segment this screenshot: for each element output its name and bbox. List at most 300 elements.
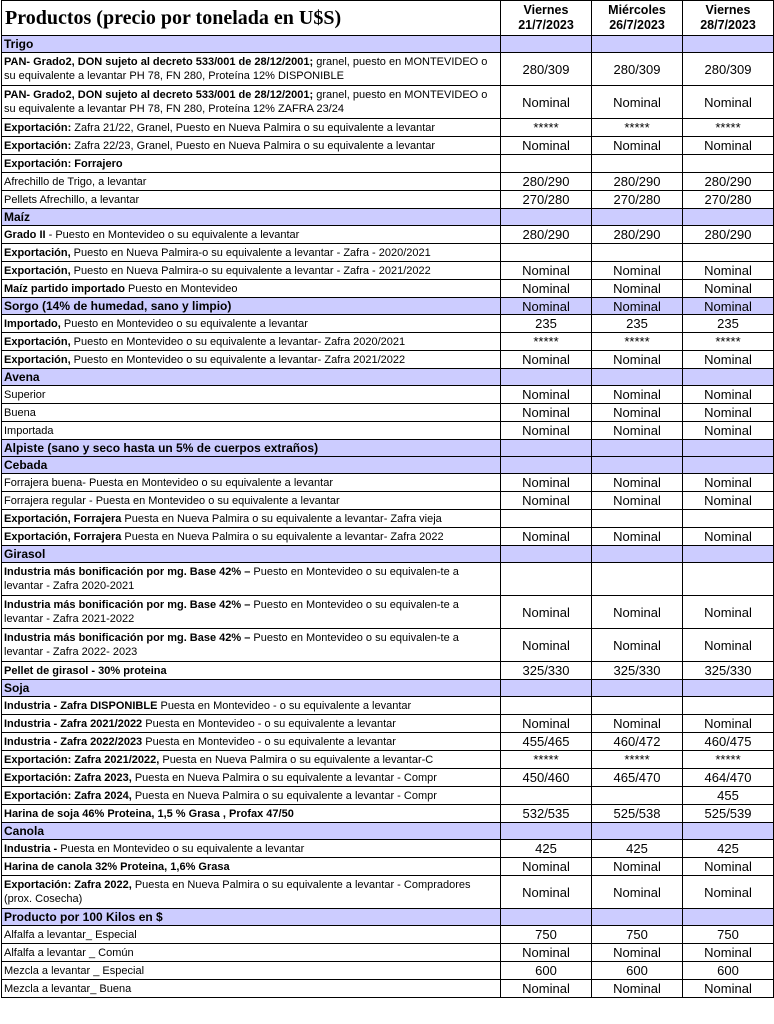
product-label-text: Zafra 22/23, Granel, Puesto en Nueva Palmira o su equivalente a levantar [71,139,436,152]
price-cell: Nominal [683,422,774,440]
product-label-bold: Exportación, [4,264,71,277]
product-row [2,86,774,119]
product-row [2,262,774,280]
product-label [2,944,501,962]
price-cell [683,440,774,457]
price-cell: 280/309 [501,53,592,86]
price-cell [683,563,774,596]
price-cell: Nominal [592,386,683,404]
product-label-bold: Harina de soja 46% Proteina, 1,5 % Grasa , Profax 47/50 [4,807,294,820]
price-cell: Nominal [592,596,683,629]
price-cell [592,36,683,53]
product-label-text: Superior [4,388,46,401]
product-label-bold: Maíz partido importado [4,282,125,295]
product-row [2,944,774,962]
price-cell: Nominal [592,492,683,510]
price-cell: Nominal [683,137,774,155]
product-label-text: Zafra 21/22, Granel, Puesto en Nueva Palmira o su equivalente a levantar [71,121,436,134]
price-cell: 460/475 [683,733,774,751]
price-cell [592,697,683,715]
product-label-text: Puesto en Nueva Palmira-o su equivalente a levantar - Zafra - 2020/2021 [70,246,431,259]
price-cell [501,36,592,53]
product-label-text: Puesto en Montevideo o su equivalen-te a levantar - Zafra 2020-2021 [4,566,459,592]
product-label-text: Puesta en Nueva Palmira o su equivalente a levantar- Zafra 2022 [121,530,444,543]
product-label [2,351,501,369]
product-row [2,787,774,805]
product-label [2,315,501,333]
product-label-bold: Harina de canola 32% Proteina, 1,6% Grasa [4,860,230,873]
price-cell: Nominal [501,422,592,440]
price-cell: ***** [592,333,683,351]
price-cell: ***** [683,333,774,351]
price-cell: 750 [592,926,683,944]
price-cell: Nominal [683,944,774,962]
section-label [2,209,501,226]
product-label-bold: Exportación: [4,139,72,152]
price-cell: Nominal [592,86,683,119]
section-label [2,440,501,457]
price-cell: 325/330 [683,662,774,680]
price-cell: 455 [683,787,774,805]
price-cell: 455/465 [501,733,592,751]
product-label-text: Puesta en Montevideo - o su equivalente a levantar [142,717,396,730]
date-header [501,1,592,36]
product-row [2,629,774,662]
product-label-bold: Soja [4,681,30,695]
product-label-bold: Industria - [4,842,58,855]
price-cell: Nominal [592,404,683,422]
product-label [2,629,501,662]
product-label-text: Forrajera buena- Puesta en Montevideo o su equivalente a levantar [4,476,333,489]
product-label-text: granel, puesto en MONTEVIDEO o su equivalente a levantar PH 78, FN 280, Proteína 12% ZAFRA 23/24 [4,89,488,115]
product-label-text: Puesta en Montevideo - o su equivalente a levantar [142,735,396,748]
product-label-text: Puesta en Nueva Palmira o su equivalente a levantar - Compr [131,789,437,802]
price-cell [683,697,774,715]
product-row [2,191,774,209]
section-row [2,680,774,697]
product-row [2,876,774,909]
price-cell [592,457,683,474]
price-cell: 280/290 [592,226,683,244]
price-cell: Nominal [501,298,592,315]
price-cell: 600 [592,962,683,980]
price-cell [501,680,592,697]
product-label-bold: Industria - Zafra DISPONIBLE [4,699,158,712]
price-cell: Nominal [683,386,774,404]
price-cell [501,209,592,226]
price-cell [683,36,774,53]
price-cell [592,546,683,563]
product-row [2,715,774,733]
price-cell [683,510,774,528]
product-label [2,86,501,119]
product-label-text: (sano y seco hasta un 5% de cuerpos extraños) [44,441,319,455]
product-row [2,805,774,823]
price-cell [501,510,592,528]
price-cell: Nominal [683,86,774,119]
price-cell: Nominal [501,858,592,876]
product-row [2,173,774,191]
product-label [2,733,501,751]
price-cell: 280/290 [683,226,774,244]
price-cell: 280/309 [683,53,774,86]
price-cell: Nominal [592,528,683,546]
price-cell: 280/290 [683,173,774,191]
price-cell: 280/290 [592,173,683,191]
product-row [2,137,774,155]
price-cell: Nominal [592,629,683,662]
day-label: Viernes [705,3,751,17]
product-label-bold: Alpiste [4,441,45,455]
product-row [2,351,774,369]
price-cell: Nominal [683,629,774,662]
product-label [2,596,501,629]
price-cell [592,244,683,262]
product-label-bold: Industria - Zafra 2022/2023 [4,735,143,748]
price-cell: Nominal [683,876,774,909]
product-label-bold: Industria más bonificación por mg. Base 42% – [4,632,251,644]
product-label-bold: Canola [4,824,45,838]
product-label-bold: Industria - Zafra 2021/2022 [4,717,143,730]
product-label-bold: Exportación, Forrajera [4,530,122,543]
section-row [2,457,774,474]
price-cell: Nominal [501,944,592,962]
product-label-bold: Trigo [4,37,34,51]
header-row [2,1,774,36]
price-cell: Nominal [501,351,592,369]
day-label: Miércoles [608,3,666,17]
product-label-text: Alfalfa a levantar_ Especial [4,928,137,941]
price-cell: 600 [501,962,592,980]
product-label [2,510,501,528]
product-row [2,769,774,787]
product-label [2,262,501,280]
product-label [2,422,501,440]
product-label [2,926,501,944]
product-row [2,751,774,769]
price-cell: 525/539 [683,805,774,823]
price-cell: 750 [683,926,774,944]
product-label [2,697,501,715]
section-row [2,909,774,926]
product-label [2,751,501,769]
product-label-text: Puesta en Montevideo - o su equivalente a levantar [157,699,412,712]
price-cell [683,823,774,840]
product-label-bold: Exportación: [4,121,72,134]
product-label-bold: Exportación: Zafra 2024, [4,789,132,802]
product-label [2,244,501,262]
price-cell [592,563,683,596]
product-row [2,315,774,333]
price-cell [683,909,774,926]
product-row [2,333,774,351]
product-row [2,528,774,546]
product-row [2,226,774,244]
price-cell [592,680,683,697]
section-row [2,209,774,226]
price-cell: 450/460 [501,769,592,787]
price-cell: ***** [501,333,592,351]
section-row [2,823,774,840]
day-label: Viernes [523,3,569,17]
price-cell: ***** [501,751,592,769]
price-cell: 464/470 [683,769,774,787]
price-cell [501,457,592,474]
price-cell [501,546,592,563]
product-label [2,173,501,191]
product-label [2,876,501,909]
price-cell: Nominal [592,715,683,733]
product-label-bold: Exportación, [4,246,71,259]
product-label [2,404,501,422]
price-table [1,0,774,998]
product-label-text: Buena [4,406,36,419]
price-cell: Nominal [501,262,592,280]
price-cell: 750 [501,926,592,944]
product-row [2,119,774,137]
price-cell: ***** [501,119,592,137]
product-label-bold: Exportación, [4,353,71,366]
product-label [2,386,501,404]
price-cell [683,209,774,226]
date-label: 26/7/2023 [609,18,665,32]
price-cell [592,155,683,173]
section-row [2,546,774,563]
product-label-text: Puesta en Nueva Palmira o su equivalente a levantar - Compr [131,771,437,784]
price-cell [683,244,774,262]
price-cell: ***** [592,119,683,137]
price-cell: Nominal [683,351,774,369]
price-cell [592,909,683,926]
product-label-text: Puesta en Nueva Palmira o su equivalente a levantar-C [159,753,434,766]
price-cell: 425 [592,840,683,858]
price-cell: ***** [592,751,683,769]
product-label-text: Mezcla a levantar_ Buena [4,982,132,995]
price-cell [501,697,592,715]
product-label [2,805,501,823]
price-cell: Nominal [501,596,592,629]
price-cell: Nominal [501,386,592,404]
price-cell: Nominal [501,492,592,510]
price-cell [592,440,683,457]
price-cell: ***** [683,119,774,137]
product-row [2,510,774,528]
product-label-bold: PAN- Grado2, DON sujeto al decreto 533/001 de 28/12/2001; [4,56,314,68]
product-label [2,787,501,805]
product-label [2,492,501,510]
product-row [2,244,774,262]
price-cell: Nominal [683,262,774,280]
product-label [2,715,501,733]
price-cell [683,546,774,563]
product-label-text: Mezcla a levantar _ Especial [4,964,145,977]
price-cell: Nominal [592,858,683,876]
price-cell: Nominal [683,596,774,629]
price-cell: Nominal [592,351,683,369]
product-label-bold: Exportación, Forrajera [4,512,122,525]
product-label-bold: PAN- Grado2, DON sujeto al decreto 533/001 de 28/12/2001; [4,89,314,101]
product-label-text: Puesto en Montevideo [125,282,238,295]
product-row [2,733,774,751]
price-cell: 280/290 [501,226,592,244]
section-label [2,680,501,697]
price-cell: Nominal [683,980,774,998]
price-cell: 465/470 [592,769,683,787]
price-cell: Nominal [683,298,774,315]
price-cell: Nominal [592,262,683,280]
section-label [2,36,501,53]
price-cell: 280/290 [501,173,592,191]
page-title: Productos (precio por tonelada en U$S) [2,1,501,36]
section-row [2,369,774,386]
section-label [2,546,501,563]
price-cell: Nominal [592,980,683,998]
product-label-bold: Exportación: Zafra 2021/2022, [4,753,160,766]
product-label [2,662,501,680]
product-label-text: Pellets Afrechillo, a levantar [4,193,140,206]
product-label [2,226,501,244]
price-cell [592,787,683,805]
product-label [2,333,501,351]
price-cell: 235 [592,315,683,333]
product-label-text: Alfalfa a levantar _ Común [4,946,134,959]
product-label-bold: Cebada [4,458,48,472]
price-cell: Nominal [592,137,683,155]
product-row [2,962,774,980]
product-row [2,563,774,596]
price-cell: Nominal [592,422,683,440]
product-label-text: Puesto en Montevideo o su equivalente a levantar- Zafra 2020/2021 [70,335,406,348]
section-label [2,823,501,840]
product-row [2,280,774,298]
price-cell: Nominal [592,944,683,962]
product-row [2,596,774,629]
product-row [2,492,774,510]
price-cell: Nominal [501,876,592,909]
product-row [2,858,774,876]
product-label-bold: Sorgo (14% de humedad, sano y limpio) [4,299,232,313]
date-header [592,1,683,36]
price-cell: 532/535 [501,805,592,823]
price-cell: 270/280 [592,191,683,209]
price-cell: 325/330 [501,662,592,680]
date-label: 28/7/2023 [700,18,756,32]
product-label [2,962,501,980]
product-row [2,926,774,944]
product-label-bold: Pellet de girasol - 30% proteina [4,664,167,677]
price-cell [683,457,774,474]
price-cell: 270/280 [683,191,774,209]
product-label-text: Puesto en Montevideo o su equivalente a levantar- Zafra 2021/2022 [70,353,406,366]
price-cell: Nominal [501,137,592,155]
product-label-text: - Puesto en Montevideo o su equivalente a levantar [45,228,300,241]
product-label [2,840,501,858]
price-cell: Nominal [683,715,774,733]
price-cell [592,369,683,386]
product-label-bold: Exportación: Zafra 2023, [4,771,132,784]
price-cell [501,823,592,840]
section-label [2,457,501,474]
date-label: 21/7/2023 [518,18,574,32]
product-label [2,53,501,86]
product-label-text: Puesta en Nueva Palmira o su equivalente a levantar - Compradores (prox. Cosecha) [4,879,471,905]
product-label-text: Afrechillo de Trigo, a levantar [4,175,147,188]
price-cell [683,369,774,386]
product-label [2,137,501,155]
section-row [2,440,774,457]
price-cell [592,823,683,840]
section-label [2,909,501,926]
product-label-bold: Producto por 100 Kilos en $ [4,910,163,924]
price-cell [501,369,592,386]
product-label-text: Puesta en Nueva Palmira o su equivalente a levantar- Zafra vieja [121,512,442,525]
price-cell: Nominal [501,528,592,546]
price-cell [501,909,592,926]
price-cell: Nominal [501,474,592,492]
price-cell [592,510,683,528]
product-label [2,528,501,546]
date-header [683,1,774,36]
product-label [2,563,501,596]
product-label-bold: Exportación, [4,335,71,348]
product-label-text: Puesta en Montevideo o su equivalente a levantar [57,842,305,855]
product-label-bold: Exportación: Forrajero [4,157,123,170]
price-cell [501,440,592,457]
product-label-bold: Girasol [4,547,46,561]
price-cell: Nominal [683,280,774,298]
product-label [2,769,501,787]
price-cell: Nominal [501,404,592,422]
product-label [2,980,501,998]
price-cell: 325/330 [592,662,683,680]
price-cell [592,209,683,226]
price-cell: 235 [501,315,592,333]
price-cell: ***** [683,751,774,769]
product-label [2,858,501,876]
price-table-body [2,1,774,998]
price-cell: 270/280 [501,191,592,209]
price-cell: Nominal [592,474,683,492]
product-row [2,422,774,440]
price-cell: Nominal [592,298,683,315]
product-label [2,474,501,492]
product-label-bold: Industria más bonificación por mg. Base 42% – [4,599,251,611]
price-cell: Nominal [683,858,774,876]
product-label-text: granel, puesto en MONTEVIDEO o su equivalente a levantar PH 78, FN 280, Proteína 12% DISPONIBLE [4,56,488,82]
price-cell: Nominal [501,980,592,998]
product-label-text: Forrajera regular - Puesta en Montevideo o su equivalente a levantar [4,494,340,507]
price-cell: Nominal [683,492,774,510]
price-cell: Nominal [683,474,774,492]
price-cell: 425 [501,840,592,858]
price-cell: Nominal [683,528,774,546]
product-label [2,119,501,137]
price-cell: 235 [683,315,774,333]
product-label-bold: Maíz [4,210,31,224]
product-row [2,155,774,173]
price-cell: 460/472 [592,733,683,751]
section-label [2,369,501,386]
product-label [2,191,501,209]
product-row [2,840,774,858]
price-cell [501,787,592,805]
price-cell: 525/538 [592,805,683,823]
price-cell [683,680,774,697]
price-cell: Nominal [501,629,592,662]
product-row [2,980,774,998]
product-label-bold: Exportación: Zafra 2022, [4,879,132,891]
price-cell: Nominal [501,86,592,119]
